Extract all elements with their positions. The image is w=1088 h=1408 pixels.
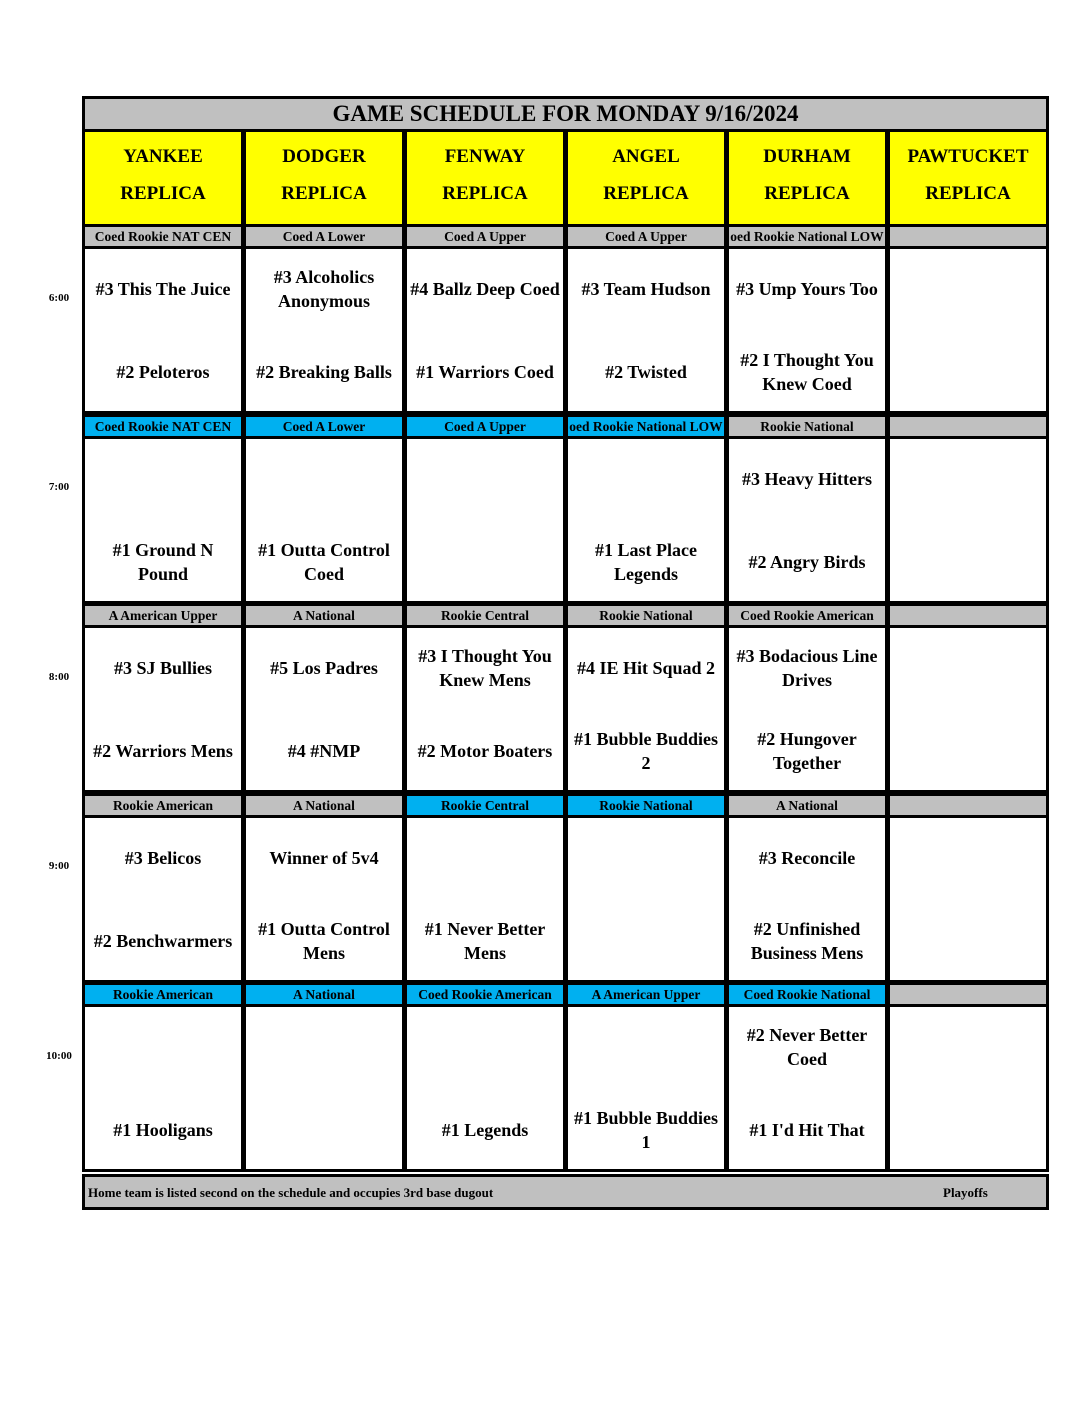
division-label: oed Rookie National LOW	[726, 224, 888, 249]
game-cell	[82, 246, 244, 414]
time-label: 10:00	[46, 1050, 72, 1062]
game-cell	[243, 436, 405, 604]
game-cell	[887, 1004, 1049, 1172]
away-team: Winner of 5v4	[269, 848, 379, 868]
game-cell	[887, 815, 1049, 983]
division-label: Coed Rookie National	[726, 982, 888, 1007]
home-team: #1 Bubble Buddies 1	[573, 1108, 719, 1152]
home-team	[890, 534, 1046, 590]
home-team: #1 Last Place Legends	[595, 540, 697, 584]
game-cell	[565, 625, 727, 793]
home-team: #2 Hungover Together	[757, 729, 857, 773]
division-label: oed Rookie National LOW	[565, 414, 727, 439]
division-label: A National	[243, 603, 405, 628]
division-label: A National	[726, 793, 888, 818]
home-team: #2 Peloteros	[116, 362, 210, 382]
venue-name: FENWAY	[444, 146, 526, 167]
home-team: #1 I'd Hit That	[749, 1120, 865, 1140]
division-label: Coed Rookie NAT CEN	[82, 414, 244, 439]
game-cell	[565, 436, 727, 604]
division-label: A American Upper	[565, 982, 727, 1007]
game-cell	[726, 1004, 888, 1172]
away-team	[890, 640, 1046, 696]
away-team: #3 Bodacious Line Drives	[736, 646, 878, 690]
game-cell	[243, 246, 405, 414]
home-team: #1 Legends	[441, 1120, 529, 1140]
away-team	[568, 830, 724, 886]
schedule-table	[82, 96, 1049, 1210]
division-label: A National	[243, 982, 405, 1007]
division-label: Coed A Lower	[243, 414, 405, 439]
away-team	[890, 451, 1046, 507]
home-team: #1 Ground N Pound	[112, 540, 214, 584]
venue-subtitle: REPLICA	[442, 183, 528, 204]
away-team	[407, 1019, 563, 1075]
time-label: 8:00	[48, 671, 70, 683]
division-label: Coed A Lower	[243, 224, 405, 249]
game-cell	[404, 1004, 566, 1172]
away-team	[246, 1019, 402, 1075]
away-team	[890, 1019, 1046, 1075]
home-team: #2 Benchwarmers	[93, 931, 233, 951]
away-team	[568, 1019, 724, 1075]
home-team	[568, 913, 724, 969]
home-team: #2 Warriors Mens	[93, 741, 233, 761]
game-cell	[243, 625, 405, 793]
game-cell	[887, 436, 1049, 604]
venue-subtitle: REPLICA	[281, 183, 367, 204]
away-team	[568, 451, 724, 507]
time-label: 9:00	[48, 860, 70, 872]
venue-header	[243, 129, 405, 227]
home-team	[890, 723, 1046, 779]
game-cell	[82, 1004, 244, 1172]
game-cell	[243, 815, 405, 983]
away-team: #3 Heavy Hitters	[742, 469, 872, 489]
home-team	[890, 913, 1046, 969]
venue-subtitle: REPLICA	[764, 183, 850, 204]
away-team: #3 Ump Yours Too	[736, 279, 878, 299]
venue-subtitle: REPLICA	[120, 183, 206, 204]
division-label: A American Upper	[82, 603, 244, 628]
away-team	[85, 451, 241, 507]
away-team: #3 This The Juice	[95, 279, 231, 299]
away-team: #3 I Thought You Knew Mens	[418, 646, 552, 690]
away-team	[85, 1019, 241, 1075]
venue-name: DURHAM	[763, 146, 851, 167]
venue-name: DODGER	[282, 146, 366, 167]
time-label: 6:00	[48, 292, 70, 304]
division-label: A National	[243, 793, 405, 818]
away-team	[407, 830, 563, 886]
home-team	[407, 534, 563, 590]
away-team	[890, 261, 1046, 317]
home-team: #1 Bubble Buddies 2	[573, 729, 719, 773]
away-team: #4 IE Hit Squad 2	[576, 658, 716, 678]
division-label: Rookie Central	[404, 793, 566, 818]
away-team	[890, 830, 1046, 886]
game-cell	[726, 436, 888, 604]
home-team: #2 Motor Boaters	[417, 741, 553, 761]
home-team: #4 #NMP	[287, 741, 361, 761]
away-team: #2 Never Better Coed	[746, 1025, 868, 1069]
game-cell	[243, 1004, 405, 1172]
venue-name: ANGEL	[612, 146, 680, 167]
division-label: Rookie National	[565, 793, 727, 818]
game-cell	[565, 246, 727, 414]
home-team: #2 Angry Birds	[748, 552, 866, 572]
venue-header	[887, 129, 1049, 227]
game-cell	[726, 625, 888, 793]
division-label: Rookie National	[565, 603, 727, 628]
home-team	[246, 1102, 402, 1158]
playoffs-label: Playoffs	[943, 1185, 988, 1200]
home-team: #2 Unfinished Business Mens	[750, 919, 864, 963]
division-label: Coed A Upper	[404, 224, 566, 249]
game-cell	[82, 436, 244, 604]
division-label: Rookie American	[82, 982, 244, 1007]
away-team: #3 Alcoholics Anonymous	[273, 267, 375, 311]
home-team: #1 Never Better Mens	[424, 919, 546, 963]
division-label: Coed A Upper	[404, 414, 566, 439]
footer-note-row	[82, 1174, 1049, 1210]
home-team-note: Home team is listed second on the schedule and occupies 3rd base dugout	[88, 1185, 494, 1200]
game-cell	[404, 436, 566, 604]
home-team	[890, 344, 1046, 400]
game-cell	[887, 625, 1049, 793]
game-cell	[82, 815, 244, 983]
home-team: #2 Twisted	[605, 362, 687, 382]
venue-name: PAWTUCKET	[907, 146, 1029, 167]
game-cell	[404, 246, 566, 414]
game-cell	[404, 815, 566, 983]
division-label: Coed Rookie American	[404, 982, 566, 1007]
venue-subtitle: REPLICA	[925, 183, 1011, 204]
game-cell	[404, 625, 566, 793]
game-cell	[726, 246, 888, 414]
venue-header	[726, 129, 888, 227]
home-team: #2 Breaking Balls	[256, 362, 392, 382]
home-team: #1 Outta Control Mens	[258, 919, 390, 963]
division-label: Coed A Upper	[565, 224, 727, 249]
away-team	[246, 451, 402, 507]
game-cell	[82, 625, 244, 793]
game-cell	[565, 815, 727, 983]
game-cell	[565, 1004, 727, 1172]
away-team: #5 Los Padres	[270, 658, 378, 678]
venue-header	[82, 129, 244, 227]
home-team: #1 Warriors Coed	[416, 362, 554, 382]
home-team: #1 Hooligans	[113, 1120, 213, 1140]
away-team: #4 Ballz Deep Coed	[410, 279, 560, 299]
home-team: #2 I Thought You Knew Coed	[740, 350, 874, 394]
venue-subtitle: REPLICA	[603, 183, 689, 204]
schedule-title: GAME SCHEDULE FOR MONDAY 9/16/2024	[82, 96, 1049, 132]
division-label: Rookie Central	[404, 603, 566, 628]
away-team	[407, 451, 563, 507]
venue-header	[404, 129, 566, 227]
game-cell	[887, 246, 1049, 414]
away-team: #3 SJ Bullies	[113, 658, 213, 678]
venue-name: YANKEE	[123, 146, 203, 167]
away-team: #3 Team Hudson	[581, 279, 711, 299]
division-label: Coed Rookie American	[726, 603, 888, 628]
home-team: #1 Outta Control Coed	[258, 540, 390, 584]
away-team: #3 Belicos	[124, 848, 202, 868]
game-cell	[726, 815, 888, 983]
division-label: Coed Rookie NAT CEN	[82, 224, 244, 249]
division-label: Rookie National	[726, 414, 888, 439]
venue-header	[565, 129, 727, 227]
division-label: Rookie American	[82, 793, 244, 818]
home-team	[890, 1102, 1046, 1158]
away-team: #3 Reconcile	[758, 848, 856, 868]
time-label: 7:00	[48, 481, 70, 493]
